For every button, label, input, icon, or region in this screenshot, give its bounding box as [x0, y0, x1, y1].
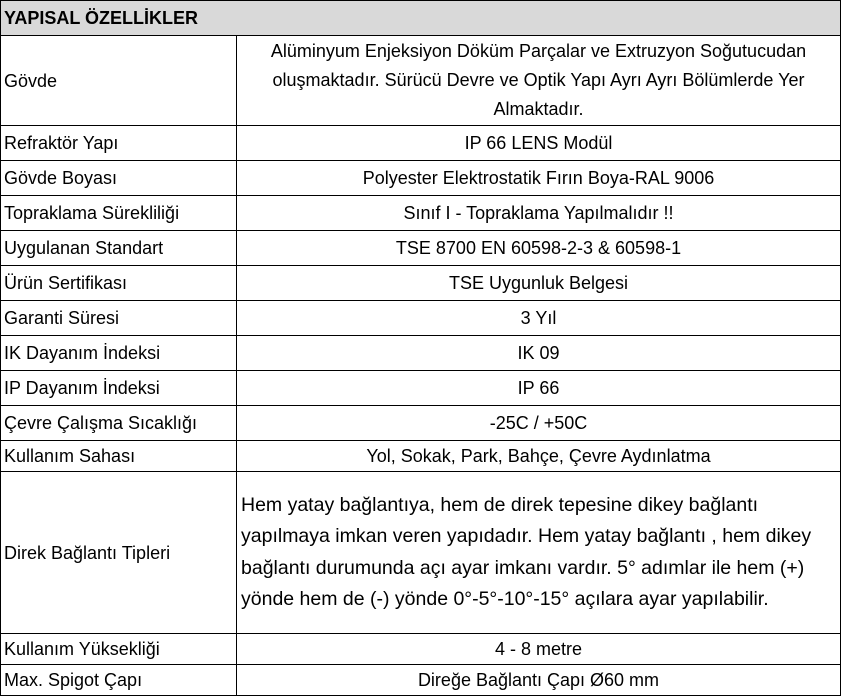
- table-title-row: [1, 1, 841, 36]
- row-value: Alüminyum Enjeksiyon Döküm Parçalar ve Extruzyon Soğutucudan oluşmaktadır. Sürücü Devre ve Optik Yapı Ayrı Ayrı Bölümlerde Yer Almaktadır.: [237, 36, 841, 126]
- table-row: [1, 36, 841, 126]
- row-label: Refraktör Yapı: [1, 126, 237, 161]
- row-label: IK Dayanım İndeksi: [1, 336, 237, 371]
- row-value: Polyester Elektrostatik Fırın Boya-RAL 9006: [237, 161, 841, 196]
- table-row: [1, 231, 841, 266]
- table-row: [1, 634, 841, 665]
- row-value: TSE 8700 EN 60598-2-3 & 60598-1: [237, 231, 841, 266]
- row-value: -25C / +50C: [237, 406, 841, 441]
- row-value: TSE Uygunluk Belgesi: [237, 266, 841, 301]
- row-value: Hem yatay bağlantıya, hem de direk tepesine dikey bağlantı yapılmaya imkan veren yapıdadır. Hem yatay bağlantı , hem dikey bağlantı durumunda açı ayar imkanı vardır. 5° adımlar ile hem (+) yönde hem de (-) yönde 0°-5°-10°-15° açılara ayar yapılabilir.: [237, 472, 841, 634]
- row-label: Kullanım Yüksekliği: [1, 634, 237, 665]
- row-label: Kullanım Sahası: [1, 441, 237, 472]
- row-label: Direk Bağlantı Tipleri: [1, 472, 237, 634]
- table-row: [1, 472, 841, 634]
- table-row: [1, 665, 841, 696]
- row-label: Garanti Süresi: [1, 301, 237, 336]
- row-value: Yol, Sokak, Park, Bahçe, Çevre Aydınlatma: [237, 441, 841, 472]
- row-value: IP 66 LENS Modül: [237, 126, 841, 161]
- table-row: [1, 336, 841, 371]
- table-row: [1, 406, 841, 441]
- table-row: [1, 371, 841, 406]
- row-value: 3 Yıl: [237, 301, 841, 336]
- row-value: Direğe Bağlantı Çapı Ø60 mm: [237, 665, 841, 696]
- row-value: 4 - 8 metre: [237, 634, 841, 665]
- row-label: Gövde Boyası: [1, 161, 237, 196]
- row-value: IP 66: [237, 371, 841, 406]
- table-row: [1, 161, 841, 196]
- row-label: Max. Spigot Çapı: [1, 665, 237, 696]
- table-title: YAPISAL ÖZELLİKLER: [1, 1, 841, 36]
- row-value: Sınıf I - Topraklama Yapılmalıdır !!: [237, 196, 841, 231]
- row-label: Çevre Çalışma Sıcaklığı: [1, 406, 237, 441]
- table-row: [1, 441, 841, 472]
- row-label: Uygulanan Standart: [1, 231, 237, 266]
- table-row: [1, 301, 841, 336]
- table-row: [1, 196, 841, 231]
- row-label: Gövde: [1, 36, 237, 126]
- row-value: IK 09: [237, 336, 841, 371]
- table-row: [1, 266, 841, 301]
- row-label: Ürün Sertifikası: [1, 266, 237, 301]
- table-row: [1, 126, 841, 161]
- row-label: Topraklama Sürekliliği: [1, 196, 237, 231]
- row-label: IP Dayanım İndeksi: [1, 371, 237, 406]
